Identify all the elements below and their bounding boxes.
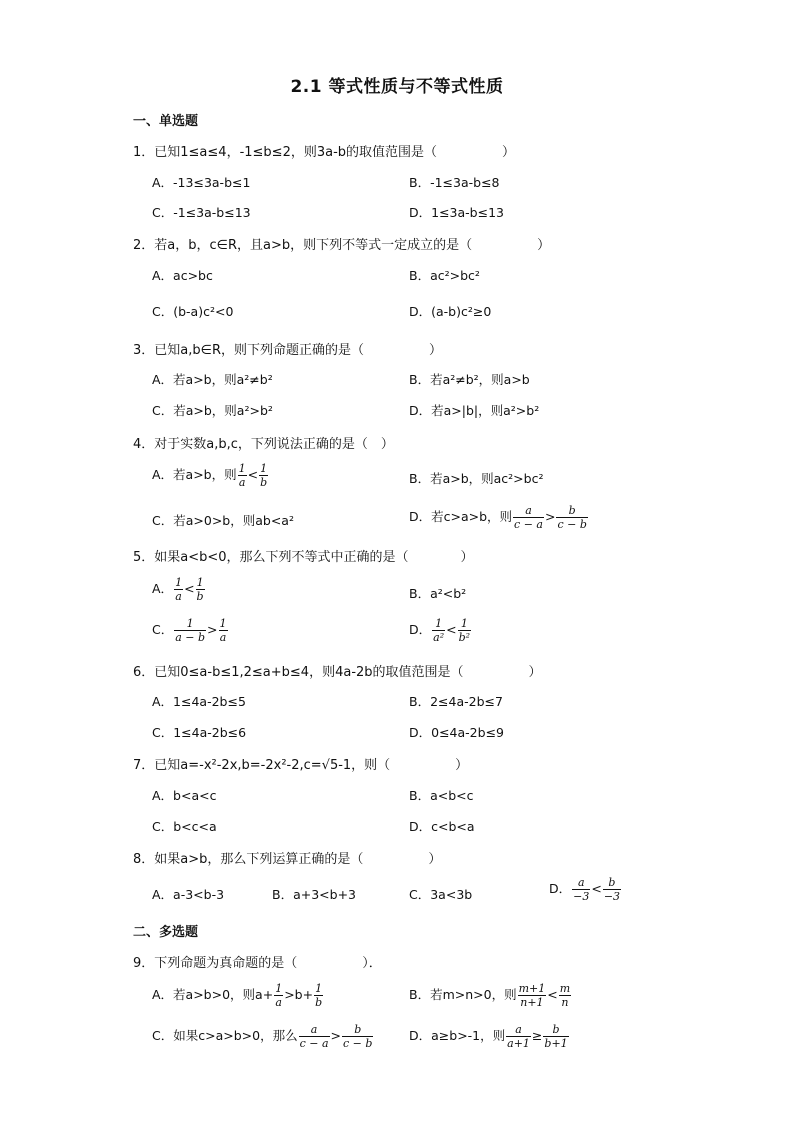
question-9-option-b: B．若m>n>0，则 $\frac{m+1}{n+1}$ < $\frac{m}{n}$ <box>409 982 571 1009</box>
question-8-stem: 8．如果a>b，那么下列运算正确的是（ ） <box>133 852 442 867</box>
fraction: $\frac{1}{\text{b²}}$ <box>458 617 471 644</box>
question-5-stem: 5．如果a<b<0，那么下列不等式中正确的是（ ） <box>133 550 474 565</box>
question-5-option-a: A． $\frac{1}{a}$ < $\frac{1}{b}$ <box>152 576 204 603</box>
question-3-option-a: A．若a>b，则a²≠b² <box>152 372 273 387</box>
question-1-option-b: B．-1≤3a-b≤8 <box>409 175 500 190</box>
fraction: $\frac{1}{a}$ <box>175 576 183 603</box>
question-2-option-a: A．ac>bc <box>152 268 213 283</box>
question-1-option-d: D．1≤3a-b≤13 <box>409 205 504 220</box>
question-3-stem: 3．已知a,b∈R，则下列命题正确的是（ ） <box>133 343 442 358</box>
question-3-option-d: D．若a>|b|，则a²>b² <box>409 403 540 418</box>
question-3-option-c: C．若a>b，则a²>b² <box>152 403 273 418</box>
question-6-option-d: D．0≤4a-2b≤9 <box>409 725 504 740</box>
question-7-option-d: D．c<b<a <box>409 819 475 834</box>
fraction: $\frac{1}{b}$ <box>315 982 323 1009</box>
page-title: 2.1 等式性质与不等式性质 <box>290 77 504 97</box>
question-4-stem: 4．对于实数a,b,c，下列说法正确的是（ ） <box>133 437 394 452</box>
question-8-option-c: C．3a<3b <box>409 887 473 902</box>
question-2-stem: 2．若a，b，c∈R，且a>b，则下列不等式一定成立的是（ ） <box>133 238 551 253</box>
section-heading-multi: 二、多选题 <box>133 925 199 940</box>
fraction: $\frac{a}{c - a}$ <box>514 504 543 531</box>
question-7-option-b: B．a<b<c <box>409 788 474 803</box>
question-8-option-d: D． $\frac{a}{-3}$ < $\frac{b}{-3}$ <box>549 876 621 903</box>
question-5-option-c: C． $\frac{1}{a - b}$ > $\frac{1}{a}$ <box>152 617 227 644</box>
question-6-option-b: B．2≤4a-2b≤7 <box>409 694 503 709</box>
fraction: $\frac{1}{b}$ <box>196 576 204 603</box>
question-2-option-c: C．(b-a)c²<0 <box>152 304 234 319</box>
question-4-option-a: A．若a>b，则 $\frac{1}{a}$ < $\frac{1}{b}$ <box>152 462 268 489</box>
fraction: $\frac{a}{-3}$ <box>573 876 590 903</box>
question-9-option-a: A．若a>b>0，则a+ $\frac{1}{a}$ >b+ $\frac{1}{b}$ <box>152 982 323 1009</box>
fraction: $\frac{1}{a}$ <box>275 982 283 1009</box>
question-7-stem: 7．已知a=-x²-2x,b=-2x²-2,c=√5-1，则（ ） <box>133 758 469 773</box>
fraction: $\frac{1}{a - b}$ <box>175 617 206 644</box>
question-9-stem: 9．下列命题为真命题的是（ ）． <box>133 956 382 971</box>
fraction: $\frac{a}{a+1}$ <box>507 1023 530 1050</box>
question-9-option-d: D．a≥b>-1，则 $\frac{a}{a+1}$ ≥ $\frac{b}{b+1}$ <box>409 1023 568 1050</box>
question-8-option-b: B．a+3<b+3 <box>272 887 356 902</box>
option-text: A．若a>b，则 <box>152 467 237 482</box>
question-5-option-b: B．a²<b² <box>409 586 467 601</box>
fraction: $\frac{1}{a}$ <box>219 617 227 644</box>
fraction: $\frac{a}{c - a}$ <box>299 1023 329 1050</box>
question-1-option-c: C．-1≤3a-b≤13 <box>152 205 251 220</box>
fraction: $\frac{b}{c - b}$ <box>343 1023 373 1050</box>
question-2-option-d: D．(a-b)c²≥0 <box>409 304 492 319</box>
question-9-option-c: C．如果c>a>b>0，那么 $\frac{a}{c - a}$ > $\frac{b}{c - b}$ <box>152 1023 373 1050</box>
question-6-stem: 6．已知0≤a-b≤1,2≤a+b≤4，则4a-2b的取值范围是（ ） <box>133 665 542 680</box>
question-5-option-d: D． $\frac{1}{\text{a²}}$ < $\frac{1}{\text{b²}}$ <box>409 617 471 644</box>
fraction: $\frac{1}{b}$ <box>260 462 268 489</box>
fraction: $\frac{b}{b+1}$ <box>544 1023 568 1050</box>
fraction: $\frac{1}{a}$ <box>238 462 246 489</box>
fraction: $\frac{b}{-3}$ <box>603 876 621 903</box>
section-heading-single: 一、单选题 <box>133 114 199 129</box>
question-4-option-c: C．若a>0>b，则ab<a² <box>152 513 294 528</box>
fraction: $\frac{m+1}{n+1}$ <box>518 982 546 1009</box>
question-6-option-a: A．1≤4a-2b≤5 <box>152 694 246 709</box>
fraction: $\frac{m}{n}$ <box>559 982 571 1009</box>
question-8-option-a: A．a-3<b-3 <box>152 887 225 902</box>
question-7-option-a: A．b<a<c <box>152 788 217 803</box>
question-2-option-b: B．ac²>bc² <box>409 268 480 283</box>
fraction: $\frac{b}{c - b}$ <box>557 504 587 531</box>
fraction: $\frac{1}{\text{a²}}$ <box>433 617 445 644</box>
question-1-stem: 1．已知1≤a≤4，-1≤b≤2，则3a-b的取值范围是（ ） <box>133 145 516 160</box>
question-6-option-c: C．1≤4a-2b≤6 <box>152 725 247 740</box>
question-4-option-d: D．若c>a>b，则 $\frac{a}{c - a}$ > $\frac{b}{c - b}$ <box>409 504 587 531</box>
question-4-option-b: B．若a>b，则ac²>bc² <box>409 471 544 486</box>
question-7-option-c: C．b<c<a <box>152 819 217 834</box>
question-1-option-a: A．-13≤3a-b≤1 <box>152 175 251 190</box>
question-3-option-b: B．若a²≠b²，则a>b <box>409 372 530 387</box>
